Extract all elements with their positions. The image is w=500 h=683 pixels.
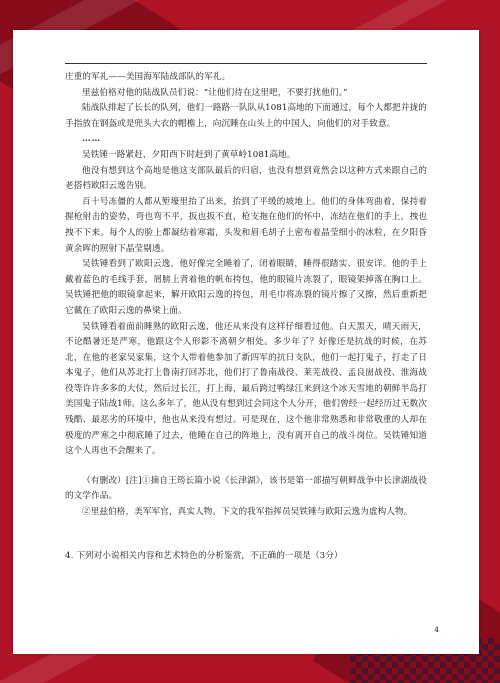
paragraph: 吴铁锤看着面前睡熟的欧阳云逸，他还从来没有这样仔细看过他。白天黑天，晴天雨天，不论酷暑还是严寒，他跟这个人形影不离朝夕相处。多少年了？好像还是抗战的时候，在苏北，在他的老家吴家集，这个人带着他参加了新四军的抗日支队，他们一起打鬼子，打走了日本鬼子，他们从苏北打上鲁南打回苏北，他们打了鲁南战役、莱芜战役、孟良崮战役、淮海战役等许许多多的大仗，然后过长江，打上海，最后跨过鸭绿江来到这个冰天雪地的朝鲜半岛打美国鬼子陆战1师。这么多年了，他从没有想到过会同这个人分开，他们曾经一起经历过无数次残酷、最恶劣的环境中，他也从来没有想过。可是现在，这个他非常熟悉和非常敬重的人却在极度的严寒之中彻底睡了过去，他睡在自己的阵地上，没有离开自己的战斗岗位。吴铁锤知道这个人再也不会醒来了。 <box>65 321 428 457</box>
page-number: 4 <box>434 625 439 634</box>
document-body <box>65 70 427 564</box>
document-page <box>13 30 479 654</box>
header-rule <box>65 63 427 64</box>
paragraph: 陆战队排起了长长的队列，他们一路路一队队从1081高地的下面通过，每个人都把并拢的手指放在钢盔或是兜头大衣的帽檐上，向沉睡在山头上的中国人，向他们的对手致意。 <box>65 103 427 129</box>
ellipsis: …… <box>82 134 102 145</box>
paragraph: 他没有想到这个高地是他这支部队最后的归宿，也没有想到竟然会以这种方式来跟自己的老搭档欧阳云逸告别。 <box>65 165 427 192</box>
paragraph: 百十号冻僵的人都从堑壕里抬了出来，抬到了平缓的坡地上。他们的身体弯曲着，保持着握枪射击的姿势，弯也弯不平，扳也扳不直，枪支拖在他们的怀中，冻结在他们的手上，拽也拽不下来。每个人的脸上都凝结着寒霜，头发和眉毛胡子上密布着晶莹细小的冰粒，在夕阳昏黄余晖的照射下晶莹剔透。 <box>65 196 427 254</box>
paragraph: 吴铁锤一路紧赶，夕阳西下时赶到了黄草岭1081高地。 <box>82 149 296 160</box>
footnote: ②里兹伯格，美军军官，真实人物。下文的我军指挥员吴铁锤与欧阳云逸为虚构人物。 <box>82 507 413 518</box>
question: 4. 下列对小说相关内容和艺术特色的分析鉴赏，不正确的一项是（3分） <box>65 550 343 561</box>
paragraph: 吴铁锤看到了欧阳云逸，他好像完全睡着了，闭着眼睛，睡得很踏实、很安详。他的手上戴着蓝色的毛线手套，屑膀上背着他的帆布挎包，他的眼镜片冻裂了，眼镜架掉落在胸口上。吴铁锤把他的眼镜拿起来，解开欧阳云逸的挎包，用毛巾将冻裂的镜片擦了又擦，然后重新把它戴在了欧阳云逸的鼻梁上面。 <box>65 259 427 316</box>
footnote: （有删改）[注]①摘自王筠长篇小说《长津湖》，该书是第一部描写朝鲜战争中长津湖战役的文学作品。 <box>65 475 427 502</box>
paragraph: 庄重的军礼——美国海军陆战部队的军礼。 <box>65 72 231 82</box>
paragraph: 里兹伯格对他的陆战队员们说：“让他们待在这里吧，不要打扰他们。” <box>82 87 348 98</box>
